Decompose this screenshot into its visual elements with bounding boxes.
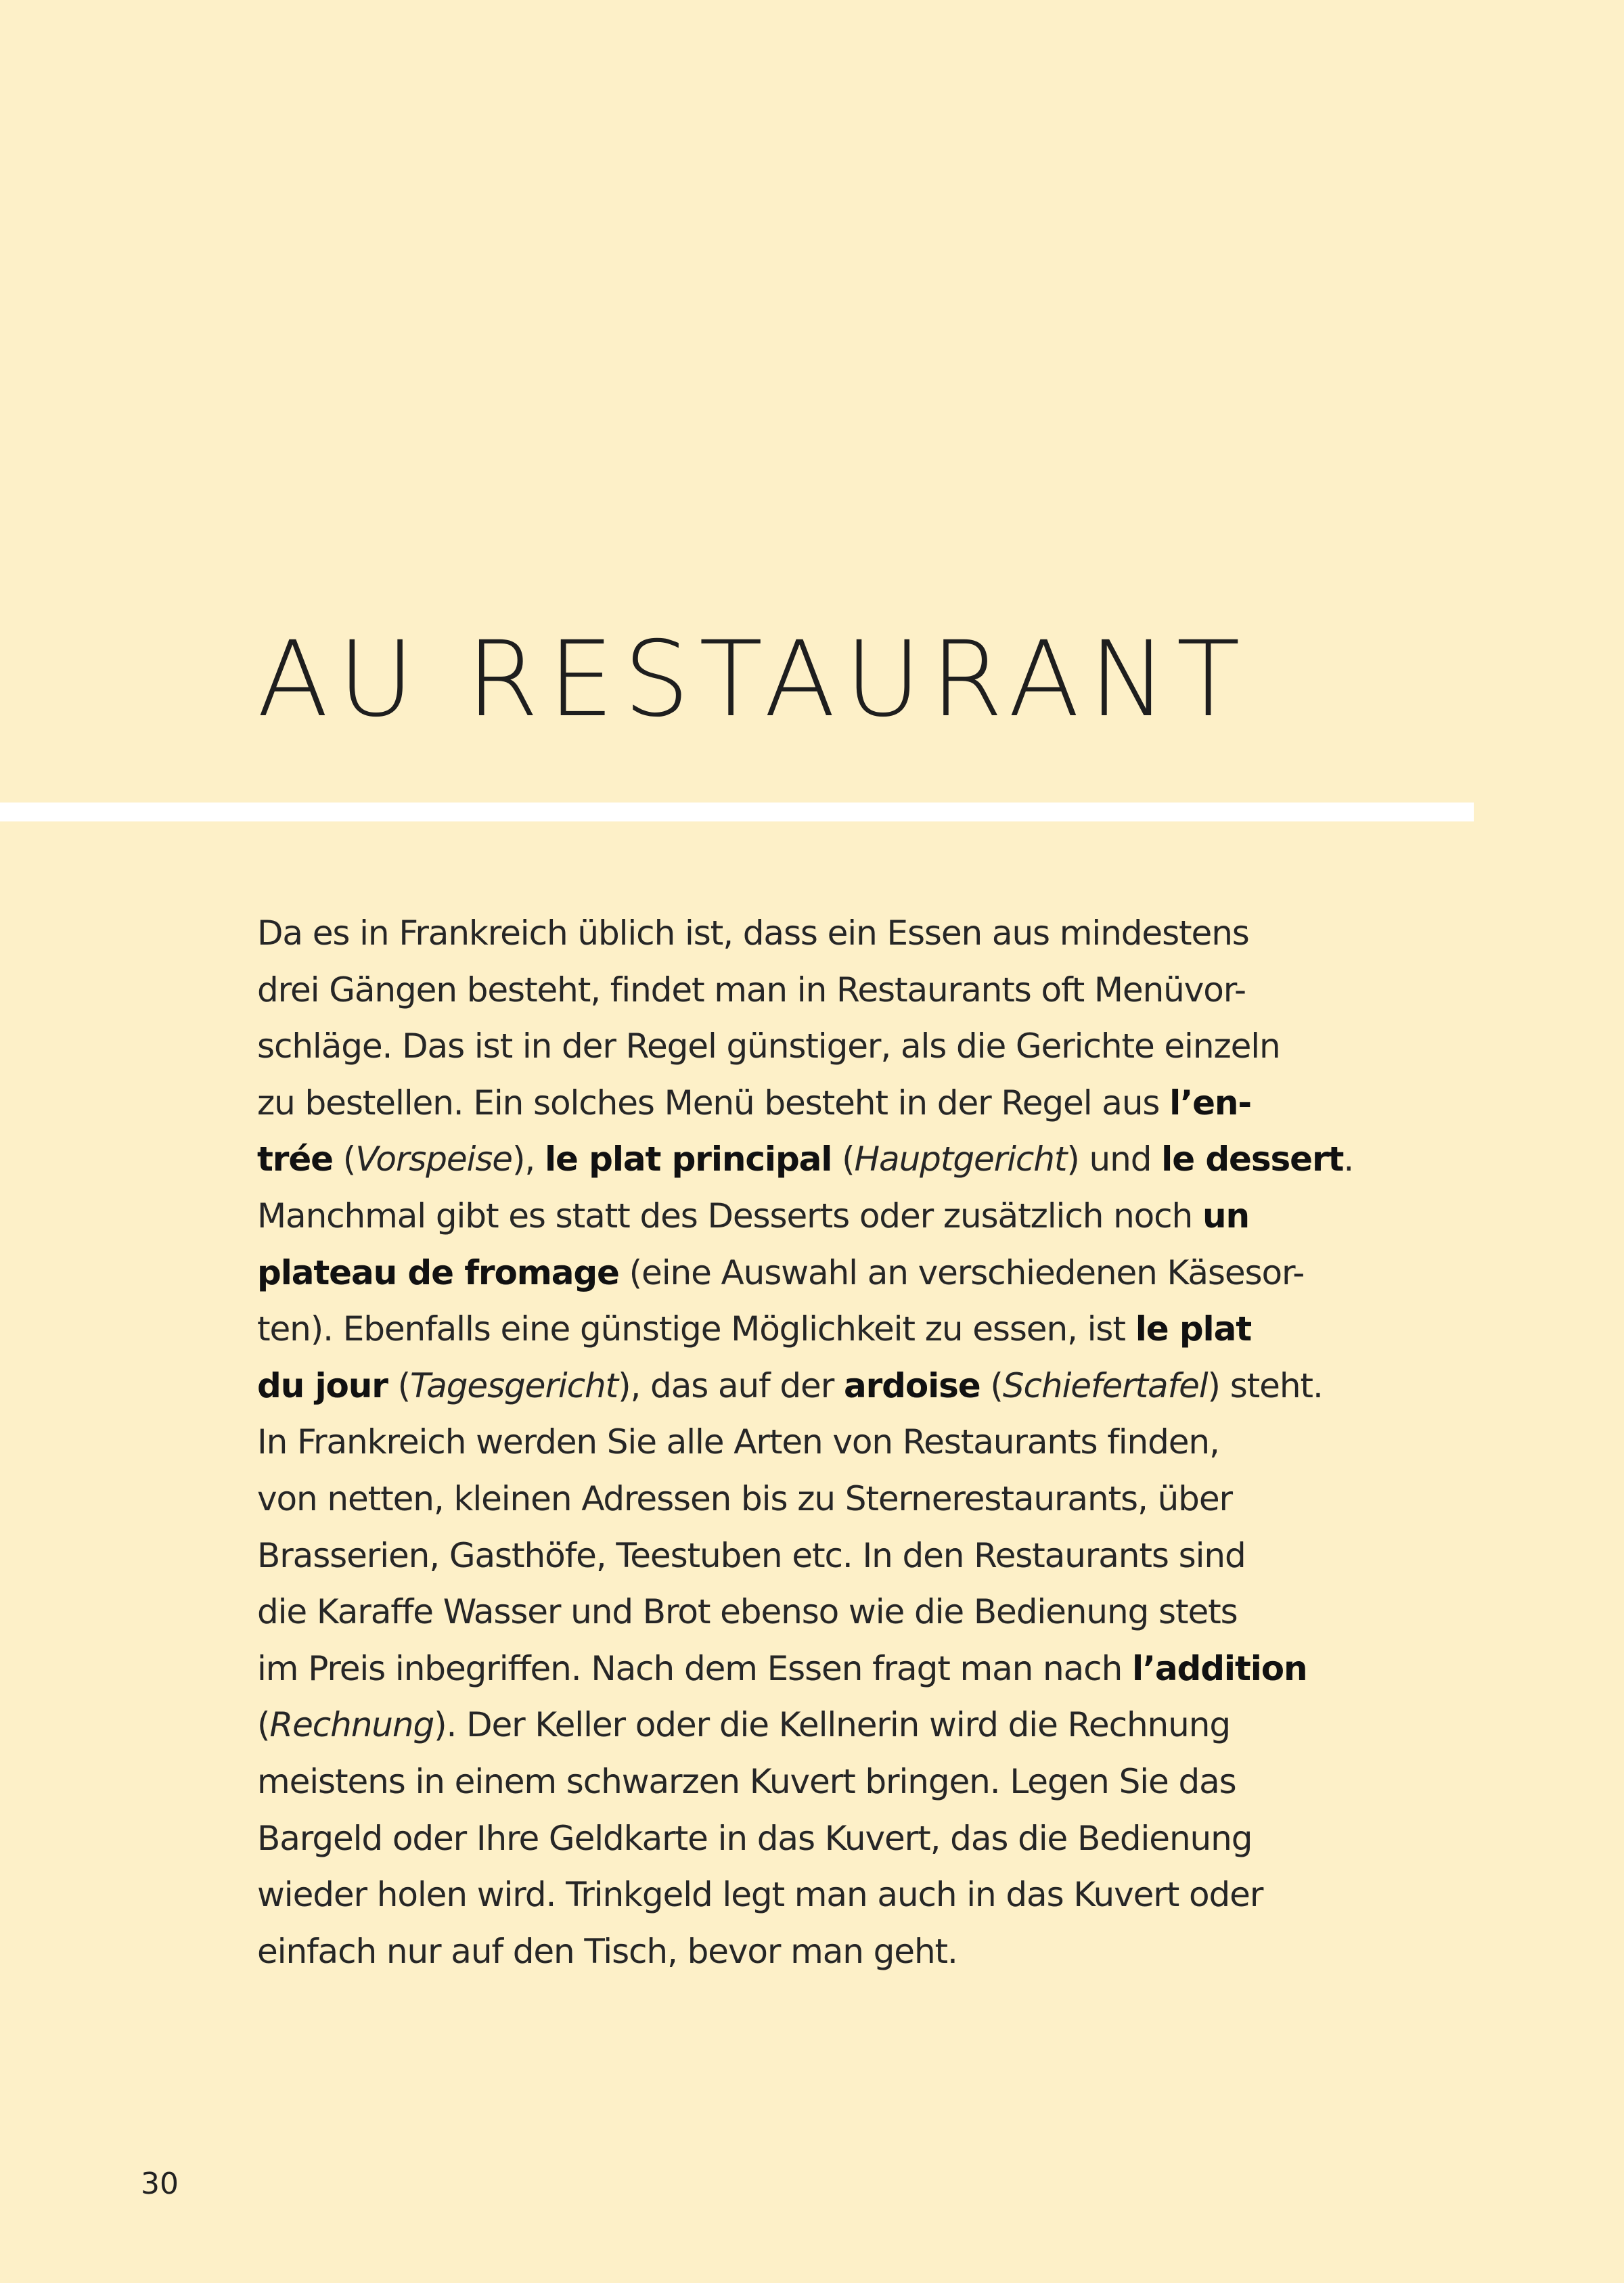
body-text — [257, 905, 1380, 1980]
page-number: 30 — [141, 2167, 179, 2201]
body-text-line — [257, 1867, 1380, 1924]
body-text-line — [257, 1811, 1380, 1868]
body-text-line — [257, 1131, 1380, 1188]
body-text-line — [257, 1471, 1380, 1528]
body-text-line — [257, 1584, 1380, 1641]
bold-term: le dessert — [1161, 1139, 1344, 1179]
text-run: Manchmal gibt es statt des Desserts oder zusätzlich noch — [257, 1196, 1202, 1236]
text-run: Da es in Frankreich üblich ist, dass ein Essen aus mindestens — [257, 913, 1249, 953]
text-run: ) steht. — [1207, 1365, 1323, 1405]
text-run: ). Der Keller oder die Kellnerin wird die Rechnung — [434, 1705, 1230, 1745]
body-text-line — [257, 1245, 1380, 1302]
italic-translation: Vorspeise — [355, 1139, 512, 1179]
body-text-line — [257, 1528, 1380, 1585]
text-run: wieder holen wird. Trinkgeld legt man auch in das Kuvert oder — [257, 1875, 1263, 1915]
text-run: Bargeld oder Ihre Geldkarte in das Kuvert, das die Bedienung — [257, 1818, 1253, 1858]
page-title: AU RESTAURANT — [257, 619, 1250, 740]
body-text-line — [257, 1641, 1380, 1698]
body-text-line — [257, 1018, 1380, 1075]
text-run: In Frankreich werden Sie alle Arten von Restaurants finden, — [257, 1422, 1219, 1462]
text-run: von netten, kleinen Adressen bis zu Sternerestaurants, über — [257, 1478, 1232, 1518]
text-run: Brasserien, Gasthöfe, Teestuben etc. In den Restaurants sind — [257, 1535, 1246, 1575]
text-run: . — [1343, 1139, 1354, 1179]
text-run: ), das auf der — [618, 1365, 844, 1405]
body-text-line — [257, 1924, 1380, 1981]
body-text-line — [257, 962, 1380, 1019]
bold-term: du jour — [257, 1365, 388, 1405]
bold-term: plateau de fromage — [257, 1252, 619, 1292]
text-run: einfach nur auf den Tisch, bevor man geht. — [257, 1931, 957, 1971]
text-run: ten). Ebenfalls eine günstige Möglichkeit zu essen, ist — [257, 1309, 1135, 1349]
body-text-line — [257, 1414, 1380, 1471]
text-run: ( — [332, 1139, 356, 1179]
text-run: ( — [387, 1365, 411, 1405]
text-run: zu bestellen. Ein solches Menü besteht in der Regel aus — [257, 1083, 1170, 1123]
italic-translation: Rechnung — [269, 1705, 434, 1745]
bold-term: un — [1202, 1196, 1249, 1236]
text-run: drei Gängen besteht, findet man in Restaurants oft Menüvor- — [257, 970, 1246, 1010]
text-run: ( — [980, 1365, 1003, 1405]
body-text-line — [257, 1754, 1380, 1811]
bold-term: le plat — [1135, 1309, 1252, 1349]
text-run: meistens in einem schwarzen Kuvert bringen. Legen Sie das — [257, 1761, 1236, 1801]
bold-term: le plat principal — [544, 1139, 832, 1179]
italic-translation: Hauptgericht — [854, 1139, 1067, 1179]
bold-term: trée — [257, 1139, 333, 1179]
text-run: ), — [512, 1139, 545, 1179]
body-text-line — [257, 905, 1380, 962]
body-text-line — [257, 1301, 1380, 1358]
text-run: schläge. Das ist in der Regel günstiger, als die Gerichte einzeln — [257, 1026, 1280, 1066]
italic-translation: Tagesgericht — [410, 1365, 618, 1405]
italic-translation: Schiefertafel — [1002, 1365, 1208, 1405]
body-text-line — [257, 1697, 1380, 1754]
title-divider — [0, 803, 1474, 821]
text-run: ( — [832, 1139, 855, 1179]
text-run: im Preis inbegriffen. Nach dem Essen fragt man nach — [257, 1648, 1132, 1688]
body-text-line — [257, 1188, 1380, 1245]
text-run: ) und — [1066, 1139, 1162, 1179]
bold-term: ardoise — [843, 1365, 980, 1405]
body-text-line — [257, 1075, 1380, 1132]
body-text-line — [257, 1358, 1380, 1415]
bold-term: l’addition — [1131, 1648, 1307, 1688]
text-run: ( — [257, 1705, 270, 1745]
bold-term: l’en- — [1169, 1083, 1252, 1123]
text-run: (eine Auswahl an verschiedenen Käsesor- — [618, 1252, 1305, 1292]
text-run: die Karaffe Wasser und Brot ebenso wie die Bedienung stets — [257, 1592, 1238, 1632]
